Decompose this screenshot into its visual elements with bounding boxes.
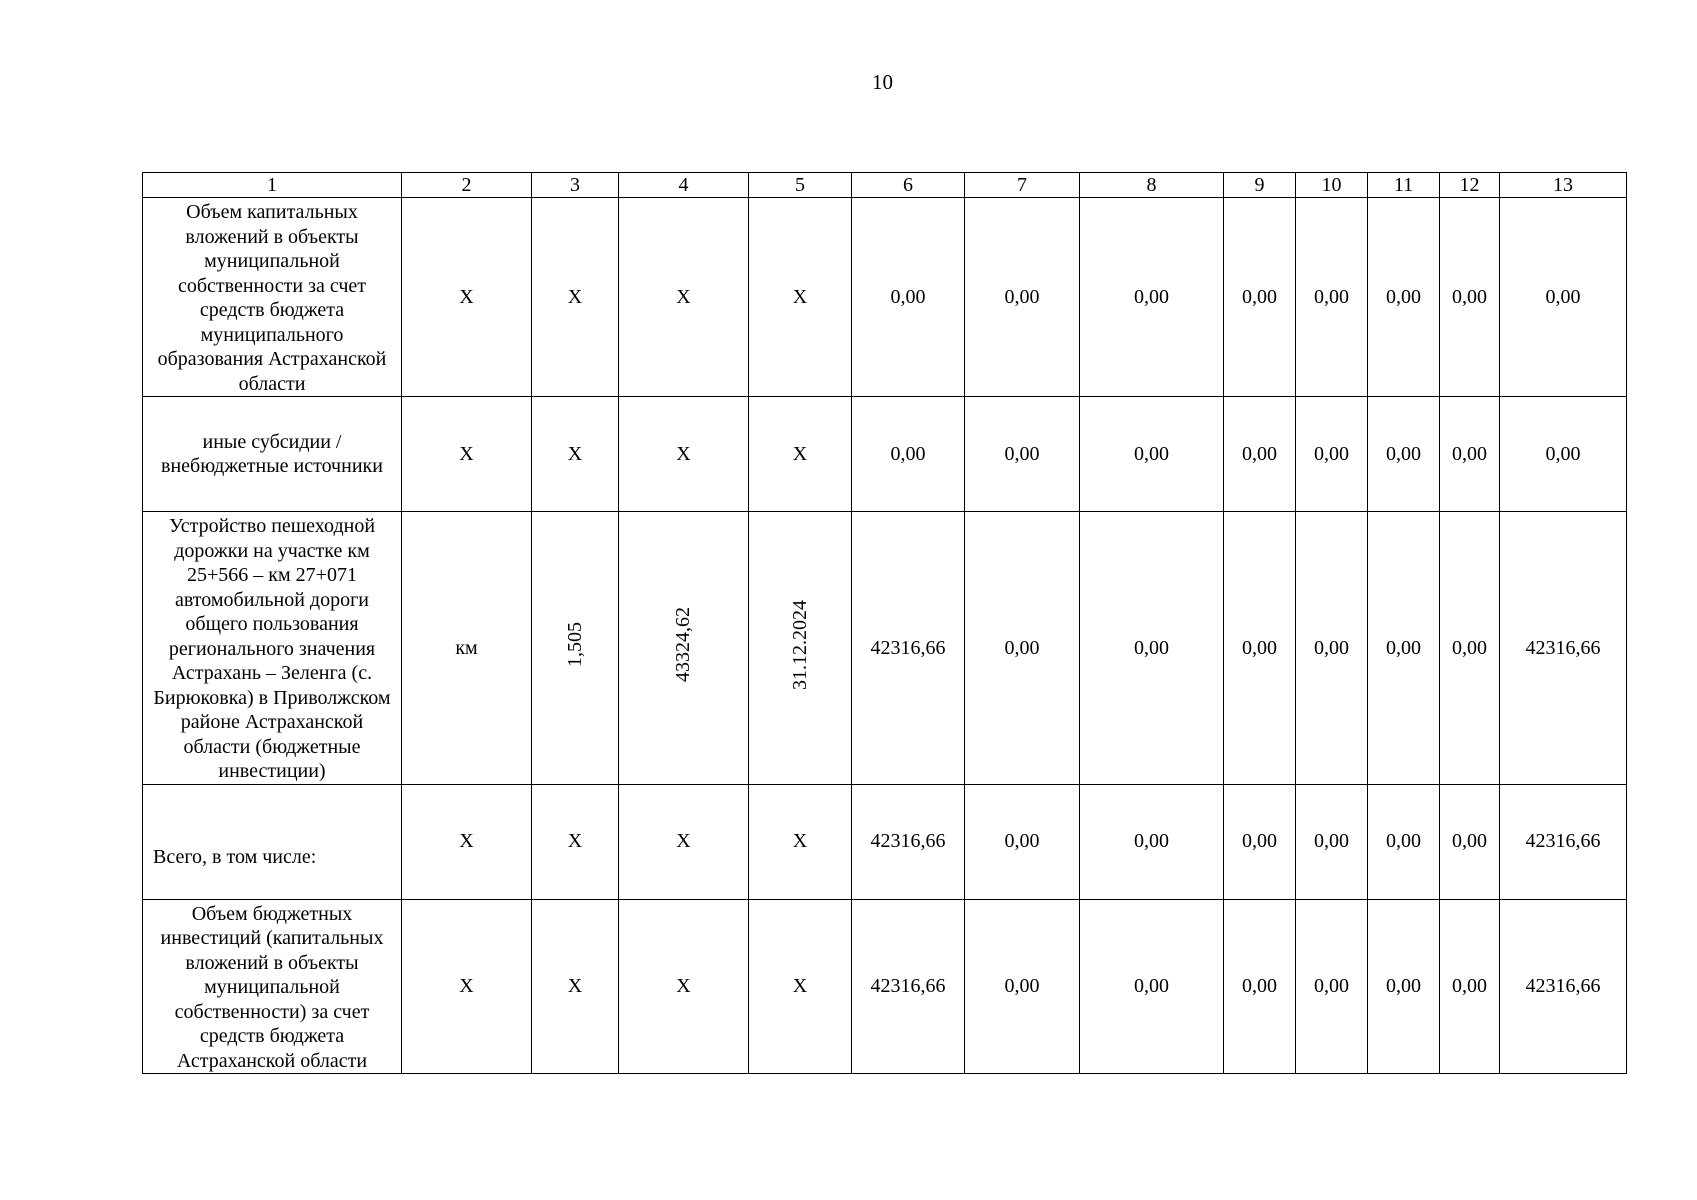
table-row [143,198,1627,397]
budget-table [142,172,1627,1074]
date-cell: Х [749,784,852,899]
row-name-cell: иные субсидии / внебюджетные источники [143,397,402,512]
header-cell: 4 [619,173,749,198]
cost-cell: Х [619,899,749,1074]
table-header-row [143,173,1627,198]
row-name-cell: Объем бюджетных инвестиций (капитальных вложений в объекты муниципальной собственности) за счет средств бюджета Астраханской области [143,899,402,1074]
header-cell: 13 [1500,173,1627,198]
value-cell: 0,00 [1080,198,1224,397]
value-cell: 0,00 [1296,784,1368,899]
unit-cell: Х [402,784,532,899]
date-cell: Х [749,899,852,1074]
value-cell: 42316,66 [1500,899,1627,1074]
value-cell: 0,00 [1440,512,1500,785]
value-cell: 42316,66 [852,512,965,785]
cost-cell: Х [619,784,749,899]
value-cell: 0,00 [1368,512,1440,785]
date-cell [749,512,852,785]
value-cell: 42316,66 [852,899,965,1074]
date-cell: Х [749,397,852,512]
value-cell: 0,00 [1440,397,1500,512]
header-cell: 10 [1296,173,1368,198]
value-cell: 0,00 [1440,899,1500,1074]
date-vertical-text: 31.12.2024 [788,599,811,690]
capacity-cell: Х [532,198,619,397]
header-cell: 3 [532,173,619,198]
value-cell: 0,00 [1296,397,1368,512]
value-cell: 0,00 [965,397,1080,512]
value-cell: 0,00 [965,198,1080,397]
header-cell: 1 [143,173,402,198]
value-cell: 0,00 [965,784,1080,899]
row-name-cell: Объем капитальных вложений в объекты муниципальной собственности за счет средств бюджета муниципального образования Астраханской области [143,198,402,397]
header-cell: 9 [1224,173,1296,198]
header-cell: 7 [965,173,1080,198]
capacity-cell: Х [532,784,619,899]
capacity-vertical-text: 1,505 [563,622,586,667]
value-cell: 0,00 [1224,397,1296,512]
value-cell: 0,00 [1224,784,1296,899]
cost-cell: Х [619,397,749,512]
header-cell: 2 [402,173,532,198]
value-cell: 0,00 [1368,397,1440,512]
table-row [143,397,1627,512]
value-cell: 0,00 [1224,198,1296,397]
value-cell: 0,00 [965,899,1080,1074]
value-cell: 0,00 [1080,784,1224,899]
value-cell: 0,00 [852,198,965,397]
value-cell: 0,00 [1296,198,1368,397]
header-cell: 12 [1440,173,1500,198]
value-cell: 0,00 [1368,198,1440,397]
value-cell: 0,00 [1296,512,1368,785]
value-cell: 0,00 [1296,899,1368,1074]
unit-cell: км [402,512,532,785]
page-number: 10 [872,70,893,94]
value-cell: 0,00 [1080,512,1224,785]
capacity-cell: Х [532,397,619,512]
value-cell: 0,00 [965,512,1080,785]
cost-cell: Х [619,198,749,397]
value-cell: 0,00 [1224,899,1296,1074]
value-cell: 0,00 [1368,784,1440,899]
table-row [143,784,1627,899]
value-cell: 42316,66 [1500,512,1627,785]
capacity-cell [532,512,619,785]
header-cell: 5 [749,173,852,198]
value-cell: 0,00 [1440,784,1500,899]
unit-cell: Х [402,397,532,512]
value-cell: 0,00 [1224,512,1296,785]
row-name-cell: Устройство пешеходной дорожки на участке км 25+566 – км 27+071 автомобильной дороги общего пользования регионального значения Астрахань – Зеленга (с. Бирюковка) в Приволжском районе Астраханской области (бюджетные инвестиции) [143,512,402,785]
value-cell: 0,00 [1500,198,1627,397]
header-cell: 6 [852,173,965,198]
table-row [143,512,1627,785]
date-cell: Х [749,198,852,397]
unit-cell: Х [402,899,532,1074]
header-cell: 11 [1368,173,1440,198]
header-cell: 8 [1080,173,1224,198]
unit-cell: Х [402,198,532,397]
value-cell: 0,00 [1368,899,1440,1074]
value-cell: 0,00 [1440,198,1500,397]
value-cell: 42316,66 [1500,784,1627,899]
cost-vertical-text: 43324,62 [672,607,695,682]
cost-cell [619,512,749,785]
capacity-cell: Х [532,899,619,1074]
value-cell: 0,00 [1080,899,1224,1074]
table-row [143,899,1627,1074]
value-cell: 0,00 [852,397,965,512]
value-cell: 42316,66 [852,784,965,899]
value-cell: 0,00 [1500,397,1627,512]
value-cell: 0,00 [1080,397,1224,512]
row-name-cell: Всего, в том числе: [143,784,402,899]
